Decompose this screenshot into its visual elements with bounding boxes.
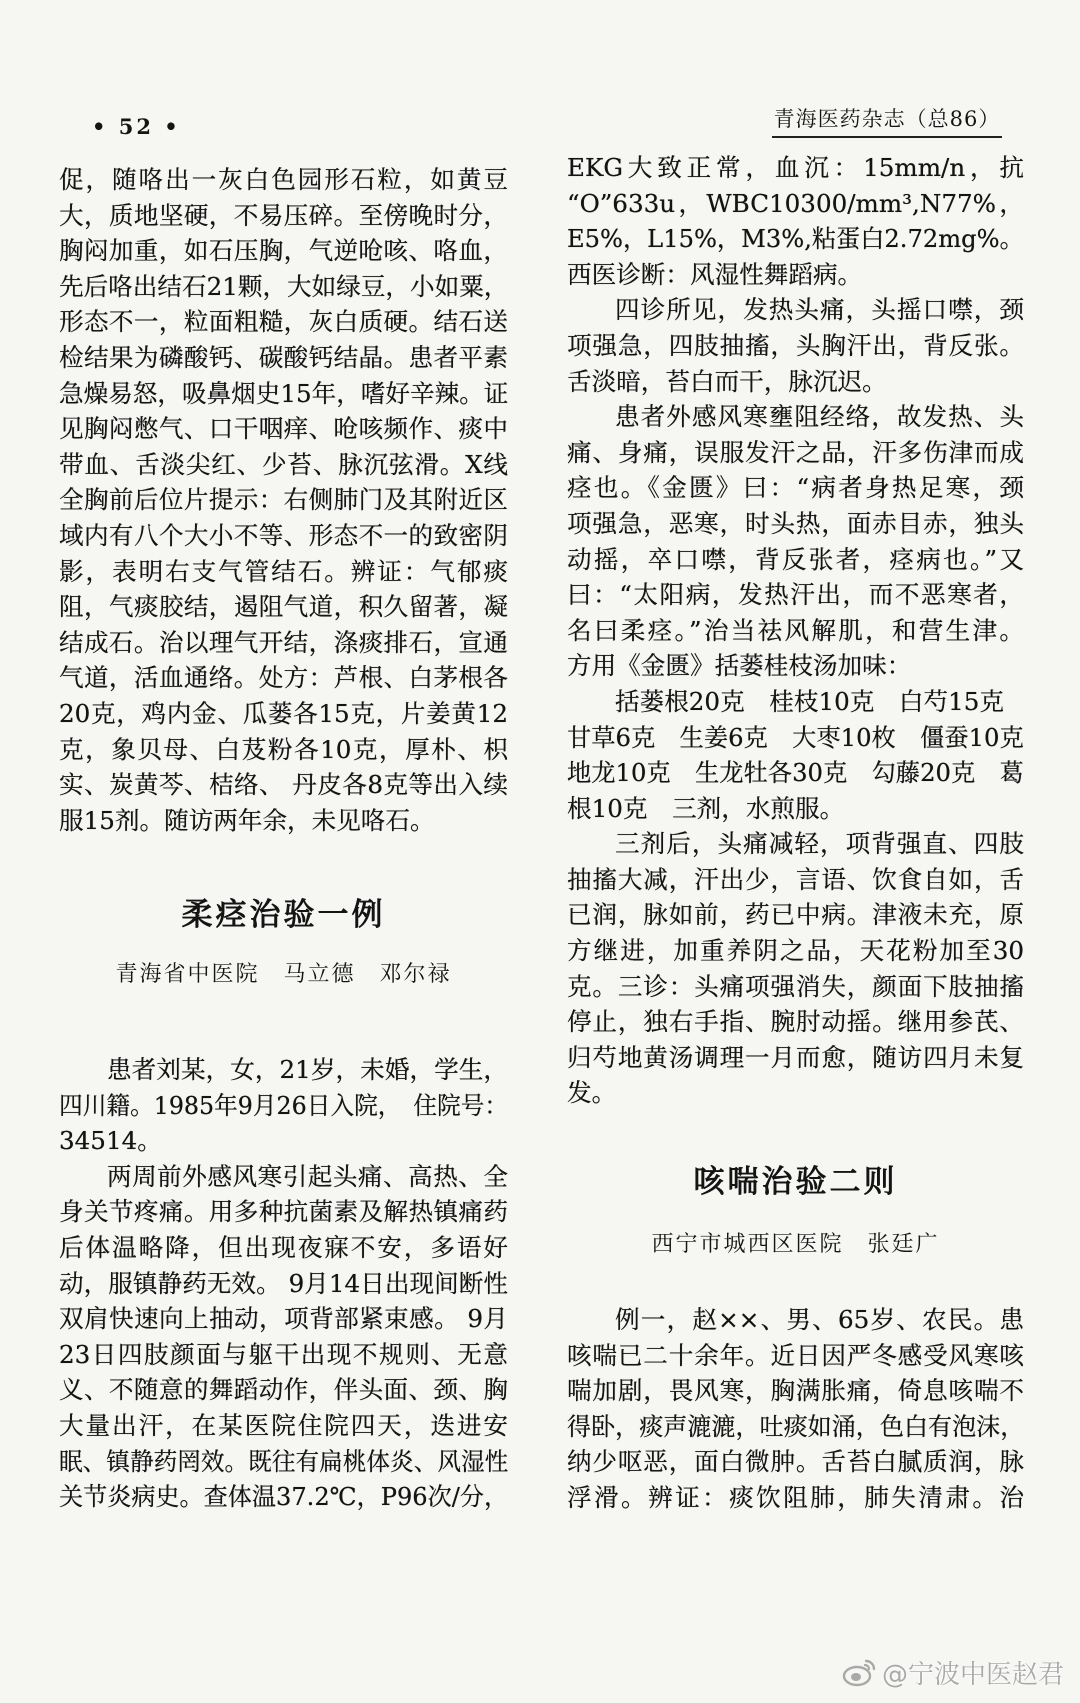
text-line: 名曰柔痉。”治当祛风解肌，和营生津。 (567, 615, 1024, 645)
article-title: 咳喘治验二则 (693, 1164, 898, 1200)
text-line: 义、不随意的舞蹈动作，伴头面、颈、胸 (59, 1375, 508, 1405)
text-line: 舌淡暗，苔白而干，脉沉迟。 (567, 366, 887, 396)
article-body-continued (567, 150, 1024, 1111)
prescription-line: 根10克 三剂，水煎服。 (567, 793, 845, 823)
text-line: 项强急，恶寒，时头热，面赤目赤，独头 (567, 508, 1024, 538)
text-line: 得卧，痰声漉漉，吐痰如涌，色白有泡沫， (567, 1411, 1025, 1441)
text-line: 痛、身痛，误服发汗之品，汗多伤津而成 (567, 437, 1024, 467)
text-line: 大，质地坚硬，不易压碎。至傍晚时分， (59, 200, 508, 230)
text-line: “O”633u，WBC10300/mm³,N77%， (567, 188, 1024, 218)
page-number: • 52 • (92, 114, 181, 139)
text-line: 阻，气痰胶结，遏阻气道，积久留著，凝 (59, 592, 508, 622)
text-line: 带血、舌淡尖红、少苔、脉沉弦滑。X线 (59, 449, 508, 479)
text-line: 服15剂。随访两年余，未见咯石。 (59, 805, 435, 835)
text-line: 后体温略降，但出现夜寐不安，多语好 (59, 1232, 508, 1262)
article-title: 柔痉治验一例 (181, 897, 386, 933)
text-line: 痉也。《金匮》曰：“病者身热足寒，颈 (567, 473, 1024, 503)
text-line: 抽搐大减，汗出少，言语、饮食自如，舌 (567, 864, 1024, 894)
text-line: 咳喘已二十余年。近日因严冬感受风寒咳 (567, 1340, 1024, 1370)
text-line: 先后咯出结石21颗，大如绿豆，小如粟， (59, 271, 509, 301)
text-line: 眠、镇静药罔效。既往有扁桃体炎、风湿性 (59, 1446, 509, 1476)
text-line: 方继进，加重养阴之品，天花粉加至30 (567, 936, 1024, 966)
text-line: 促，随咯出一灰白色园形石粒，如黄豆 (59, 165, 508, 194)
text-line: 两周前外感风寒引起头痛、高热、全 (107, 1161, 508, 1191)
prescription-line: 括蒌根20克 桂枝10克 白芍15克 (615, 686, 1005, 716)
text-line: 气道，活血通络。处方：芦根、白茅根各 (59, 663, 508, 693)
text-line: 关节炎病史。查体温37.2℃，P96次/分， (59, 1482, 509, 1512)
text-line: 影，表明右支气管结石。辨证：气郁痰 (59, 556, 508, 586)
text-line: 身关节疼痛。用多种抗菌素及解热镇痛药 (59, 1197, 508, 1227)
article-authors: 西宁市城西区医院 张廷广 (651, 1232, 940, 1257)
watermark (842, 1652, 1064, 1692)
text-line: 三剂后，头痛减轻，项背强直、四肢 (615, 829, 1024, 859)
text-line: 四川籍。1985年9月26日入院， 住院号： (59, 1090, 509, 1120)
text-line: 23日四肢颜面与躯干出现不规则、无意 (59, 1339, 508, 1369)
text-line: 归芍地黄汤调理一月而愈，随访四月未复 (567, 1042, 1024, 1072)
article-authors: 青海省中医院 马立德 邓尔禄 (115, 962, 452, 987)
text-line: 克。三诊：头痛项强消失，颜面下肢抽搐 (567, 971, 1024, 1001)
prescription-line: 地龙10克 生龙牡各30克 勾藤20克 葛 (567, 758, 1024, 788)
text-line: 急燥易怒，吸鼻烟史15年，嗜好辛辣。证 (59, 378, 509, 408)
article-body (59, 1052, 508, 1515)
text-line: E5%，L15%，M3%,粘蛋白2.72mg%。 (567, 224, 1024, 254)
text-line: 全胸前后位片提示：右侧肺门及其附近区 (59, 485, 508, 515)
text-line: 例一，赵××、男、65岁、农民。患 (615, 1305, 1024, 1334)
text-line: 方用《金匮》括蒌桂枝汤加味： (567, 651, 912, 681)
text-line: 大量出汗，在某医院住院四天，迭进安 (59, 1410, 508, 1440)
text-line: 动摇，卒口噤，背反张者，痉病也。”又 (567, 544, 1024, 574)
text-line: 项强急，四肢抽搐，头胸汗出，背反张。 (567, 330, 1024, 360)
text-line: 检结果为磷酸钙、碳酸钙结晶。患者平素 (59, 342, 508, 372)
text-line: EKG大致正常，血沉：15mm/n，抗 (567, 153, 1024, 182)
text-line: 结成石。治以理气开结，涤痰排石，宣通 (59, 627, 508, 657)
text-line: 曰：“太阳病，发热汗出，而不恶寒者， (567, 580, 1024, 610)
text-line: 西医诊断：风湿性舞蹈病。 (567, 259, 863, 289)
journal-header: 青海医药杂志（总86） (772, 104, 1002, 138)
previous-article-tail (59, 162, 508, 838)
text-line: 浮滑。辨证：痰饮阻肺，肺失清肃。治 (567, 1482, 1024, 1512)
text-line: 实、炭黄芩、桔络、 丹皮各8克等出入续 (59, 770, 508, 800)
text-line: 患者刘某，女，21岁，未婚，学生， (107, 1055, 508, 1084)
text-line: 20克，鸡内金、瓜蒌各15克，片姜黄12 (59, 698, 508, 728)
text-line: 克，象贝母、白芨粉各10克，厚朴、枳 (59, 734, 508, 764)
text-line: 双肩快速向上抽动，项背部紧束感。 9月 (59, 1304, 508, 1334)
text-line: 动，服镇静药无效。 9月14日出现间断性 (59, 1268, 508, 1298)
text-line: 34514。 (59, 1126, 162, 1156)
watermark-text: @宁波中医赵君 (881, 1659, 1064, 1690)
text-line: 已润，脉如前，药已中病。津液未充，原 (567, 900, 1024, 930)
prescription-line: 甘草6克 生姜6克 大枣10枚 僵蚕10克 (567, 722, 1024, 752)
article-body (567, 1302, 1024, 1516)
weibo-icon (842, 1657, 876, 1687)
text-line: 发。 (567, 1078, 617, 1108)
text-line: 患者外感风寒壅阻经络，故发热、头 (615, 402, 1024, 432)
text-line: 胸闷加重，如石压胸，气逆呛咳、咯血， (59, 236, 508, 266)
text-line: 停止，独右手指、腕肘动摇。继用参芪、 (567, 1007, 1024, 1037)
text-line: 纳少呕恶，面白微肿。舌苔白腻质润，脉 (567, 1447, 1024, 1477)
text-line: 见胸闷憋气、口干咽痒、呛咳频作、痰中 (59, 414, 508, 444)
text-line: 四诊所见，发热头痛，头摇口噤，颈 (615, 295, 1024, 325)
text-line: 域内有八个大小不等、形态不一的致密阴 (59, 520, 508, 550)
text-line: 喘加剧，畏风寒，胸满胀痛，倚息咳喘不 (567, 1376, 1024, 1406)
text-line: 形态不一，粒面粗糙，灰白质硬。结石送 (59, 307, 508, 337)
